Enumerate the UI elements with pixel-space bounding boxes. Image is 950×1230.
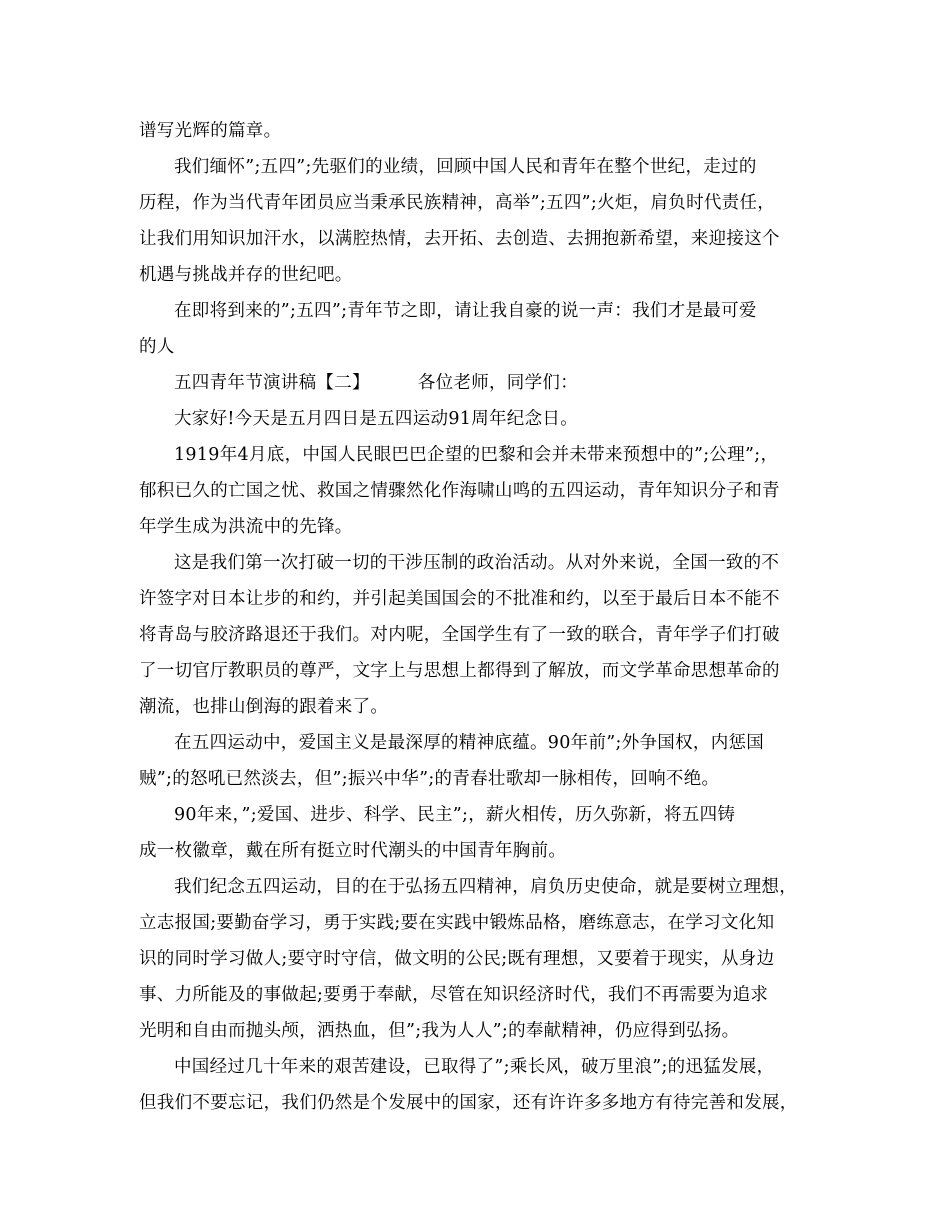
text-line bbox=[139, 941, 825, 977]
text-line bbox=[139, 257, 825, 293]
text-line bbox=[139, 113, 825, 149]
paragraph bbox=[139, 545, 825, 725]
line-text: 立志报国;要勤奋学习，勇于实践;要在实践中锻炼品格，磨练意志，在学习文化知 bbox=[139, 913, 775, 933]
line-text: 但我们不要忘记，我们仍然是个发展中的国家，还有许许多多地方有待完善和发展， bbox=[139, 1093, 798, 1113]
text-line bbox=[139, 545, 825, 581]
text-line bbox=[139, 761, 825, 797]
paragraph bbox=[139, 113, 825, 149]
text-line bbox=[139, 365, 825, 401]
line-text: 1919年4月底，中国人民眼巴巴企望的巴黎和会并未带来预想中的”;公理”;， bbox=[174, 445, 779, 465]
text-line bbox=[139, 905, 825, 941]
line-text: 成一枚徽章，戴在所有挺立时代潮头的中国青年胸前。 bbox=[139, 841, 567, 861]
line-text: 光明和自由而抛头颅，洒热血，但”;我为人人”;的奉献精神，仍应得到弘扬。 bbox=[139, 1021, 740, 1041]
paragraph bbox=[139, 437, 825, 545]
paragraph bbox=[139, 149, 825, 293]
text-line bbox=[139, 293, 825, 329]
text-line bbox=[139, 689, 825, 725]
paragraph bbox=[139, 365, 825, 401]
line-text: 许签字对日本让步的和约，并引起美国国会的不批准和约，以至于最后日本不能不 bbox=[139, 589, 780, 609]
line-text: 让我们用知识加汗水，以满腔热情，去开拓、去创造、去拥抱新希望，来迎接这个 bbox=[139, 229, 780, 249]
salutation-text: 各位老师，同学们： bbox=[417, 373, 579, 393]
text-line bbox=[139, 1013, 825, 1049]
line-text: 在即将到来的”;五四”;青年节之即，请让我自豪的说一声：我们才是最可爱 bbox=[174, 301, 757, 321]
text-line bbox=[139, 797, 825, 833]
text-line bbox=[139, 149, 825, 185]
line-text: 年学生成为洪流中的先锋。 bbox=[139, 517, 353, 537]
text-line bbox=[139, 509, 825, 545]
line-text: 谱写光辉的篇章。 bbox=[139, 121, 282, 141]
document-body bbox=[139, 113, 825, 1121]
line-text: 我们缅怀”;五四”;先驱们的业绩，回顾中国人民和青年在整个世纪，走过的 bbox=[174, 157, 757, 177]
line-text: 大家好!今天是五月四日是五四运动91周年纪念日。 bbox=[174, 409, 578, 429]
text-line bbox=[139, 869, 825, 905]
line-text: 贼”;的怒吼已然淡去，但”;振兴中华”;的青春壮歌却一脉相传，回响不绝。 bbox=[139, 769, 720, 789]
text-line bbox=[139, 329, 825, 365]
line-text: 在五四运动中，爱国主义是最深厚的精神底蕴。90年前”;外争国权，内惩国 bbox=[174, 733, 765, 753]
paragraph bbox=[139, 401, 825, 437]
text-line bbox=[139, 1049, 825, 1085]
line-text: 了一切官厅教职员的尊严，文字上与思想上都得到了解放，而文学革命思想革命的 bbox=[139, 661, 780, 681]
line-text: 中国经过几十年来的艰苦建设，已取得了”;乘长风，破万里浪”;的迅猛发展， bbox=[174, 1057, 775, 1077]
line-text: 郁积已久的亡国之忧、救国之情骤然化作海啸山鸣的五四运动，青年知识分子和青 bbox=[139, 481, 780, 501]
line-text: 将青岛与胶济路退还于我们。对内呢，全国学生有了一致的联合，青年学子们打破 bbox=[139, 625, 780, 645]
line-text: 识的同时学习做人;要守时守信，做文明的公民;既有理想，又要着于现实，从身边 bbox=[139, 949, 775, 969]
line-text: 五四青年节演讲稿【二】 bbox=[174, 373, 370, 393]
text-line bbox=[139, 581, 825, 617]
text-line bbox=[139, 725, 825, 761]
text-line bbox=[139, 833, 825, 869]
paragraph bbox=[139, 725, 825, 797]
text-line bbox=[139, 437, 825, 473]
line-text: 历程，作为当代青年团员应当秉承民族精神，高举”;五四”;火炬，肩负时代责任， bbox=[139, 193, 776, 213]
paragraph bbox=[139, 1049, 825, 1121]
text-line bbox=[139, 653, 825, 689]
line-text: 的人 bbox=[139, 337, 175, 357]
line-text: 我们纪念五四运动，目的在于弘扬五四精神，肩负历史使命，就是要树立理想， bbox=[174, 877, 797, 897]
line-text: 潮流，也排山倒海的跟着来了。 bbox=[139, 697, 389, 717]
paragraph bbox=[139, 797, 825, 869]
text-line bbox=[139, 401, 825, 437]
text-line bbox=[139, 1085, 825, 1121]
line-text: 机遇与挑战并存的世纪吧。 bbox=[139, 265, 353, 285]
line-text: 90年来，”;爱国、进步、科学、民主”;，薪火相传，历久弥新，将五四铸 bbox=[174, 805, 736, 825]
text-line bbox=[139, 221, 825, 257]
paragraph bbox=[139, 293, 825, 365]
line-text: 这是我们第一次打破一切的干涉压制的政治活动。从对外来说，全国一致的不 bbox=[174, 553, 780, 573]
paragraph bbox=[139, 869, 825, 1049]
line-text: 事、力所能及的事做起;要勇于奉献，尽管在知识经济时代，我们不再需要为追求 bbox=[139, 985, 769, 1005]
text-line bbox=[139, 473, 825, 509]
text-line bbox=[139, 977, 825, 1013]
text-line bbox=[139, 617, 825, 653]
text-line bbox=[139, 185, 825, 221]
